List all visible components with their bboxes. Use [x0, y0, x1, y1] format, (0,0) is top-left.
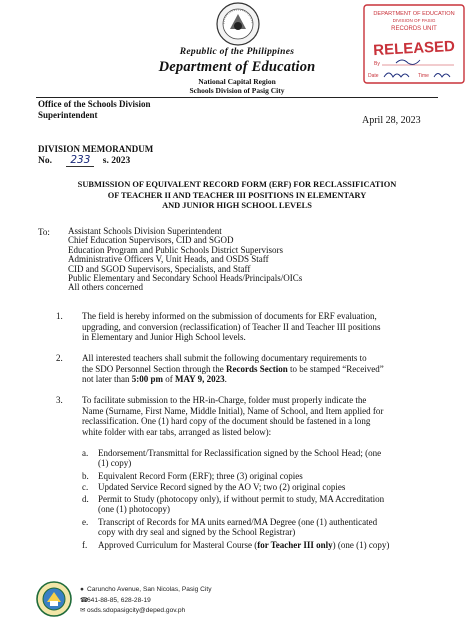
paragraph-line: upgrading, and conversion (reclassification) of Teacher II and Teacher III positions [82, 321, 381, 332]
footer-address-line [80, 586, 212, 593]
text-run: ) (one (1) copy) [332, 540, 390, 550]
item-number: 1. [56, 311, 63, 321]
location-pin-icon: ● [80, 586, 84, 593]
memo-series: s. 2023 [102, 156, 131, 166]
to-label: To: [38, 227, 50, 237]
teacher-iii-note: for Teacher III only [257, 540, 333, 550]
records-section-text: Records Section [225, 363, 288, 374]
phone-icon: ☎ [80, 597, 89, 604]
memo-number: 233 [66, 154, 94, 167]
subitem-letter: c. [82, 482, 89, 492]
subitem-text: Updated Service Record signed by the AO V; two (2) original copies [98, 482, 346, 492]
recipient-item: Chief Education Supervisors, CID and SGOD [68, 235, 234, 246]
item-number: 2. [56, 353, 63, 363]
subitem-line: (1) copy) [98, 458, 132, 469]
paragraph-line: reclassification. One (1) hard copy of the document should be fastened in a long [82, 416, 371, 427]
republic-heading: Republic of the Philippines [179, 47, 295, 57]
subitem-line: Transcript of Records for MA units earned/MA Degree (one (1) authenticated [98, 517, 378, 527]
subitem-text [98, 540, 389, 550]
footer-phone-line [80, 596, 151, 604]
email-icon: ✉ [80, 607, 86, 614]
item-number: 3. [56, 395, 63, 405]
paragraph-line [82, 364, 384, 375]
header-divider [36, 97, 438, 98]
subitem-text [98, 517, 377, 537]
recipient-item: All others concerned [68, 282, 143, 293]
paragraph-line [82, 374, 384, 385]
recipient-list [68, 227, 302, 293]
memo-number-line [38, 154, 130, 166]
office-line2: Superintendent [38, 110, 98, 120]
stamp-line1: DEPARTMENT OF EDUCATION [373, 11, 455, 17]
text-run: not later than [82, 374, 132, 385]
recipient-item: Administrative Officers V, Unit Heads, and OSDS Staff [68, 254, 269, 265]
subitem-line: Permit to Study (photocopy only), if without permit to study, MA Accreditation [98, 494, 385, 504]
subitem-letter: a. [82, 448, 89, 458]
office-line1: Office of the Schools Division [38, 99, 151, 109]
paragraph-line: white folder with ear tabs, arranged as listed below): [82, 426, 272, 437]
subject-line1: SUBMISSION OF EQUIVALENT RECORD FORM (ERF) FOR RECLASSIFICATION [77, 180, 397, 189]
text-run: to be stamped “Received” [287, 363, 384, 374]
text-run: Approved Curriculum for Masteral Course ( [98, 540, 258, 550]
stamp-line3: RECORDS UNIT [391, 26, 437, 32]
memo-subject [44, 180, 430, 212]
subitem-line: copy with dry seal and signed by the School Registrar) [98, 527, 296, 538]
released-stamp [362, 3, 466, 85]
recipient-item: Assistant Schools Division Superintendent [68, 226, 222, 236]
deped-seal-icon [216, 2, 260, 46]
subitem-text [98, 494, 384, 514]
paragraph-line: All interested teachers shall submit the following documentary requirements to [82, 353, 367, 363]
subitem-line: (one (1) photocopy) [98, 504, 170, 515]
paragraph-line: To facilitate submission to the HR-in-Charge, folder must properly indicate the [82, 395, 367, 405]
memo-no-label: No. [38, 156, 52, 166]
subitem-letter: d. [82, 494, 89, 504]
text-run: . [224, 374, 227, 385]
footer-address: Caruncho Avenue, San Nicolas, Pasig City [87, 586, 212, 593]
stamp-by-label: By [374, 61, 380, 67]
deadline-time: 5:00 pm [131, 374, 163, 385]
stamp-line2: DIVISION OF PASIG [392, 18, 436, 23]
division-seal-icon [36, 581, 72, 617]
text-run: the SDO Personnel Section through the [82, 363, 226, 374]
deadline-date: MAY 9, 2023 [174, 374, 225, 385]
subject-line3: AND JUNIOR HIGH SCHOOL LEVELS [162, 201, 312, 210]
item-paragraph [82, 395, 383, 437]
subitem-text [98, 448, 381, 468]
recipient-item: CID and SGOD Supervisors, Specialists, and Staff [68, 263, 251, 274]
stamp-date-label: Date [368, 73, 379, 79]
department-heading: Department of Education [158, 59, 316, 75]
subitem-line: Endorsement/Transmittal for Reclassification signed by the School Head; (one [98, 448, 382, 458]
subitem-letter: e. [82, 517, 89, 527]
division-heading: Schools Division of Pasig City [189, 86, 285, 95]
item-paragraph [82, 311, 381, 343]
subitem-text: Equivalent Record Form (ERF); three (3) original copies [98, 471, 303, 481]
subject-line2: OF TEACHER II AND TEACHER III POSITIONS IN ELEMENTARY [107, 190, 367, 200]
stamp-time-label: Time [418, 73, 429, 79]
recipient-item: Education Program and Public Schools District Supervisors [68, 244, 283, 255]
text-run: of [162, 374, 175, 385]
subitem-letter: b. [82, 471, 89, 481]
footer-email-line [80, 606, 185, 614]
stamp-status: RELEASED [372, 37, 456, 60]
paragraph-line: The field is hereby informed on the submission of documents for ERF evaluation, [82, 311, 377, 321]
item-paragraph [82, 353, 384, 385]
paragraph-line: in Elementary and Junior High School levels. [82, 332, 246, 343]
footer-phone: 641-88-85, 628-28-19 [87, 597, 151, 604]
footer-email: osds.sdopasigcity@deped.gov.ph [87, 607, 186, 614]
recipient-item: Public Elementary and Secondary School Heads/Principals/OICs [68, 273, 303, 284]
subitem-letter: f. [82, 540, 88, 550]
office-name [38, 99, 151, 121]
memo-date: April 28, 2023 [362, 115, 421, 126]
paragraph-line: Name (Surname, First Name, Middle Initial), Name of School, and Item applied for [82, 405, 384, 416]
region-heading: National Capital Region [198, 77, 276, 86]
memo-title: DIVISION MEMORANDUM [38, 144, 154, 154]
